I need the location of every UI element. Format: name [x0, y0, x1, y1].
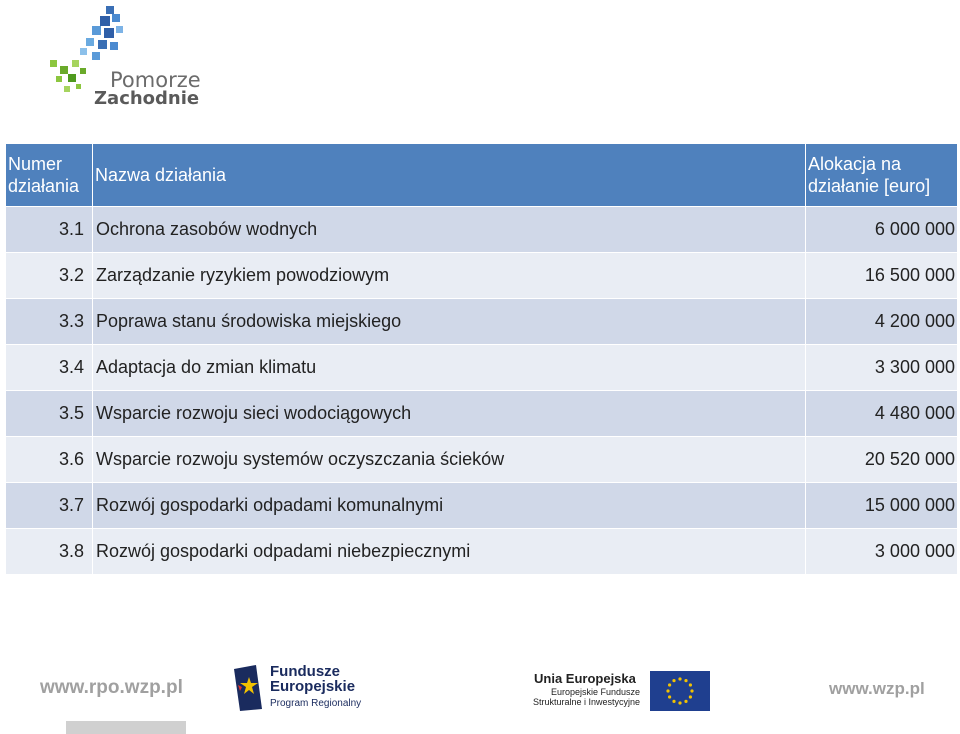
row-allocation: 6 000 000 [806, 207, 958, 253]
table-row [6, 299, 958, 345]
row-number: 3.4 [6, 345, 93, 391]
row-name: Poprawa stanu środowiska miejskiego [93, 299, 806, 345]
row-number: 3.2 [6, 253, 93, 299]
ue-text-fundusze: Europejskie Fundusze [550, 687, 640, 697]
logo-text-zachodnie: Zachodnie [94, 88, 200, 109]
row-allocation: 4 480 000 [806, 391, 958, 437]
header-name: Nazwa działania [93, 144, 806, 207]
row-name: Rozwój gospodarki odpadami komunalnymi [93, 483, 806, 529]
eu-flag-icon [650, 671, 710, 711]
row-name: Wsparcie rozwoju sieci wodociągowych [93, 391, 806, 437]
table-row [6, 345, 958, 391]
footer-url-rpo[interactable]: www.rpo.wzp.pl [40, 677, 183, 698]
ue-text-unia: Unia Europejska [534, 671, 636, 686]
row-allocation: 20 520 000 [806, 437, 958, 483]
row-number: 3.7 [6, 483, 93, 529]
fe-star-icon [232, 663, 266, 713]
allocation-table [5, 143, 957, 575]
pomorze-zachodnie-logo [46, 0, 206, 112]
row-name: Adaptacja do zmian klimatu [93, 345, 806, 391]
fe-text-fundusze: Fundusze [270, 663, 340, 680]
fe-text-program: Program Regionalny [270, 698, 362, 709]
row-number: 3.6 [6, 437, 93, 483]
row-name: Zarządzanie ryzykiem powodziowym [93, 253, 806, 299]
table-row [6, 253, 958, 299]
row-allocation: 3 300 000 [806, 345, 958, 391]
table-row [6, 437, 958, 483]
header-allocation: Alokacja na działanie [euro] [806, 144, 958, 207]
row-name: Ochrona zasobów wodnych [93, 207, 806, 253]
row-allocation: 4 200 000 [806, 299, 958, 345]
header-number: Numer działania [6, 144, 93, 207]
row-name: Wsparcie rozwoju systemów oczyszczania ścieków [93, 437, 806, 483]
table-row [6, 391, 958, 437]
footer-grey-bar [66, 721, 186, 734]
logo-text-pomorze: Pomorze [110, 68, 201, 92]
table-row [6, 207, 958, 253]
row-allocation: 3 000 000 [806, 529, 958, 575]
row-number: 3.3 [6, 299, 93, 345]
ue-text-strukturalne: Strukturalne i Inwestycyjne [532, 697, 640, 707]
fe-text-europejskie: Europejskie [270, 678, 356, 695]
row-allocation: 15 000 000 [806, 483, 958, 529]
row-allocation: 16 500 000 [806, 253, 958, 299]
unia-europejska-logo [526, 668, 716, 714]
row-number: 3.1 [6, 207, 93, 253]
table-row [6, 483, 958, 529]
footer-url-wzp[interactable]: www.wzp.pl [829, 679, 925, 698]
row-number: 3.5 [6, 391, 93, 437]
fundusze-europejskie-logo [232, 663, 382, 715]
table-header-row [6, 144, 958, 207]
table-row [6, 529, 958, 575]
row-number: 3.8 [6, 529, 93, 575]
row-name: Rozwój gospodarki odpadami niebezpiecznymi [93, 529, 806, 575]
